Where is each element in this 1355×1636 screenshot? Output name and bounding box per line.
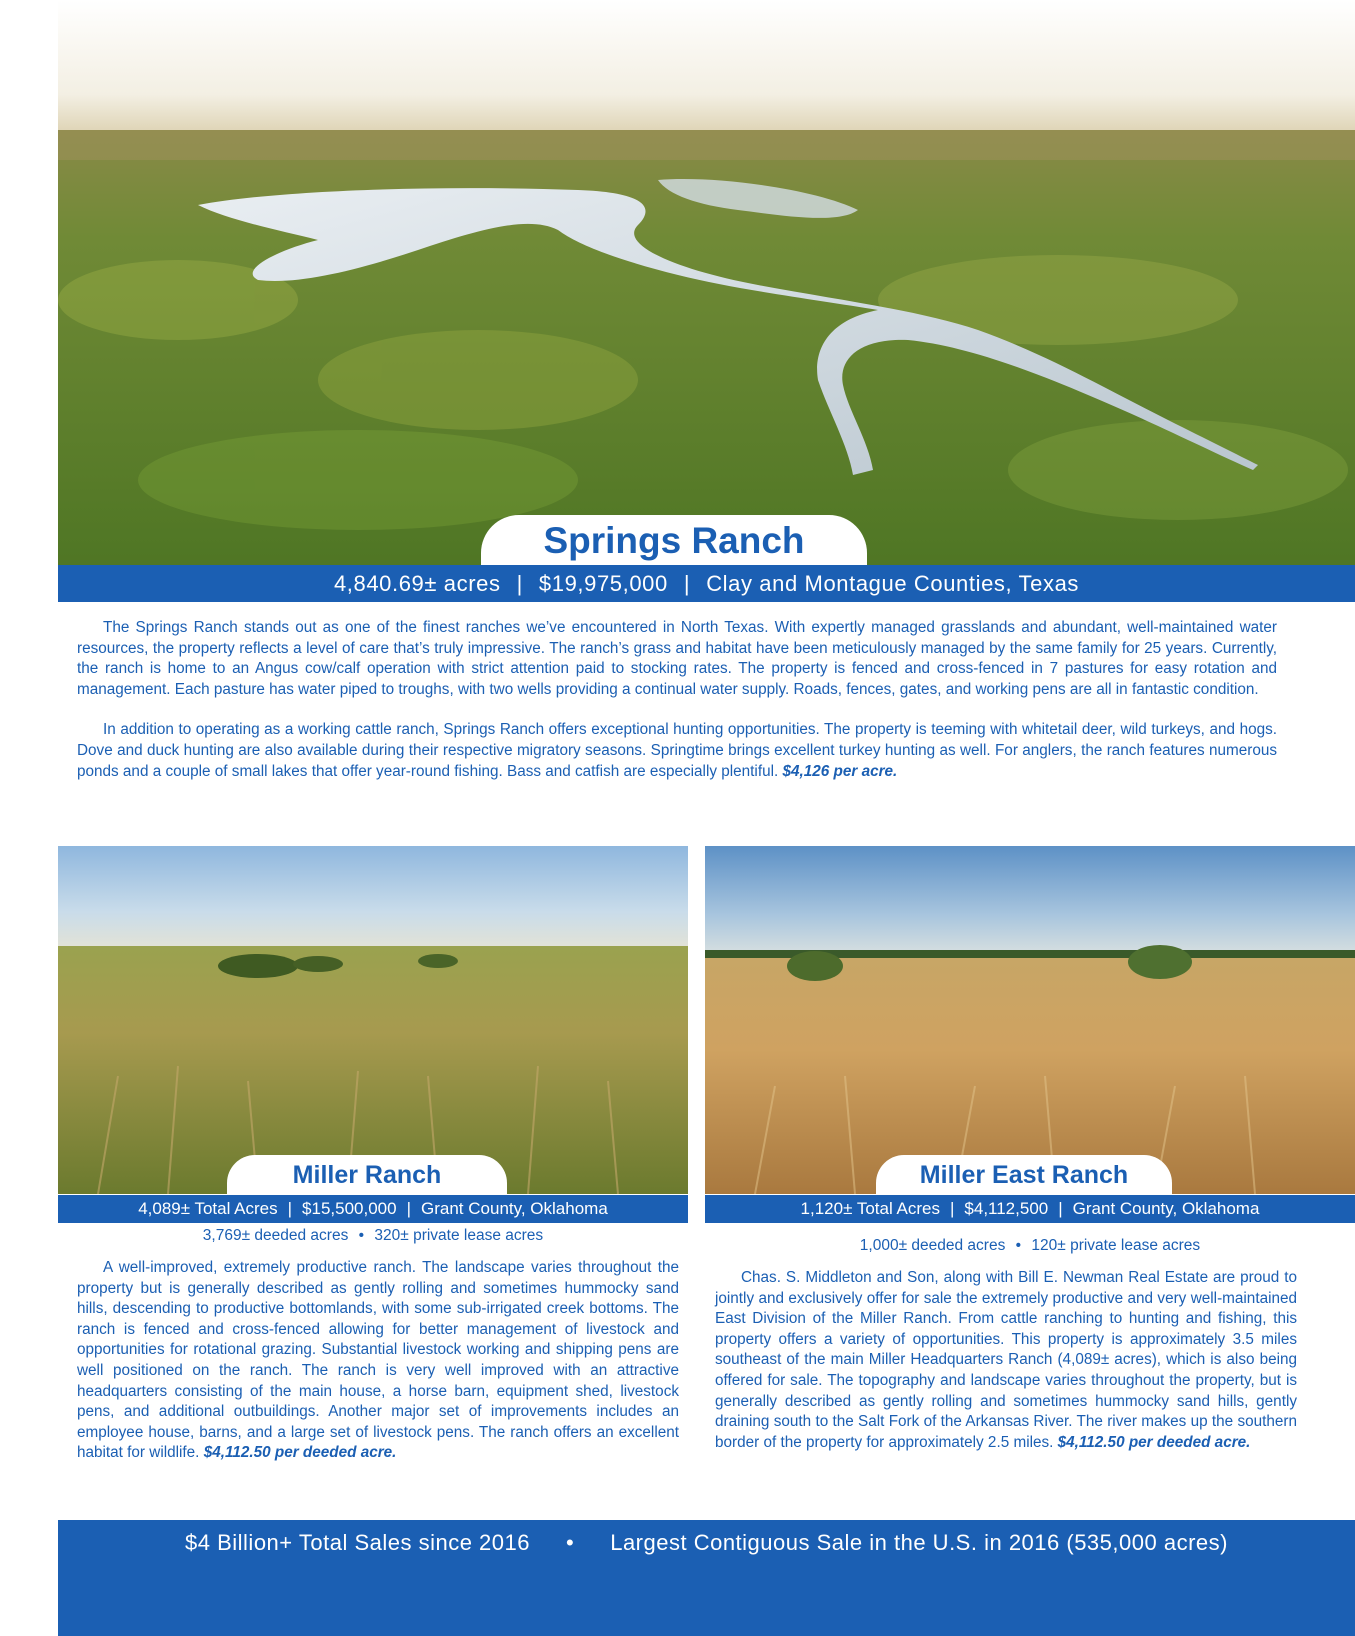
springs-ranch-paragraph-1: The Springs Ranch stands out as one of the finest ranches we’ve encountered in North Texas. With expertly managed grasslands and abundant, well-maintained water resources, the property reflects a level of care that’s truly impressive. The ranch’s grass and habitat have been meticulously managed by the same family for 25 years. Currently, the ranch is home to an Angus cow/calf operation with strict attention paid to stocking rates. The property is fenced and cross-fenced in 7 pastures for easy rotation and management. Each pasture has water piped to troughs, with two wells providing a continual water supply. Roads, fences, gates, and working pens are all in fantastic condition. (77, 619, 1277, 698)
miller-east-ranch-acreage-breakdown (705, 1237, 1355, 1255)
separator: | (406, 1199, 412, 1218)
miller-east-ranch-deeded: 1,000± deeded acres (859, 1237, 1006, 1254)
miller-east-ranch-price: $4,112,500 (964, 1199, 1049, 1218)
miller-ranch-paragraph-text: A well-improved, extremely productive ranch. The landscape varies throughout the property but is generally described as gently rolling and sometimes hummocky sand hills, descending to productive bottomlands, with some sub-irrigated creek bottoms. The ranch is fenced and cross-fenced allowing for better management of livestock and opportunities for rotational grazing. Substantial livestock working and shipping pens are well positioned on the ranch. The ranch is very well improved with an attractive headquarters consisting of the main house, a horse barn, equipment shed, livestock pens, and additional outbuildings. Another major set of improvements includes an employee house, barns, and a large set of livestock pens. The ranch offers an excellent habitat for wildlife. (77, 1259, 679, 1462)
miller-ranch-description (77, 1258, 679, 1464)
miller-east-ranch-title-tab (876, 1155, 1172, 1195)
miller-east-ranch-location: Grant County, Oklahoma (1072, 1199, 1260, 1218)
footer-largest-sale: Largest Contiguous Sale in the U.S. in 2016 (535,000 acres) (610, 1530, 1228, 1555)
springs-ranch-acres: 4,840.69± acres (333, 571, 501, 596)
separator: | (516, 571, 523, 596)
separator: | (1058, 1199, 1063, 1218)
springs-ranch-price-per-acre: $4,126 per acre. (782, 762, 898, 780)
miller-east-ranch-stats-bar (705, 1195, 1355, 1223)
miller-east-ranch-price-per-acre: $4,112.50 per deeded acre. (1057, 1433, 1251, 1451)
miller-ranch-paragraph (77, 1258, 679, 1464)
miller-ranch-title: Miller Ranch (292, 1161, 442, 1189)
bullet-separator: • (358, 1227, 365, 1244)
bullet-separator: • (1015, 1237, 1022, 1254)
springs-ranch-description (77, 618, 1277, 782)
footer-total-sales: $4 Billion+ Total Sales since 2016 (185, 1530, 530, 1555)
miller-east-ranch-title: Miller East Ranch (919, 1161, 1129, 1189)
separator: | (683, 571, 691, 596)
miller-ranch-price: $15,500,000 (302, 1199, 397, 1218)
miller-ranch-title-tab (227, 1155, 507, 1195)
miller-east-ranch-description (715, 1268, 1297, 1453)
springs-ranch-title-tab (481, 515, 867, 567)
miller-ranch-acreage-breakdown (58, 1227, 688, 1245)
bullet-separator: • (566, 1530, 575, 1555)
footer-text (58, 1530, 1355, 1556)
springs-ranch-price: $19,975,000 (538, 571, 668, 596)
springs-ranch-paragraph-2-text: In addition to operating as a working cattle ranch, Springs Ranch offers exceptional hunting opportunities. The property is teeming with whitetail deer, wild turkeys, and hogs. Dove and duck hunting are also available during their respective migratory seasons. Springtime brings excellent turkey hunting as well. For anglers, the ranch features numerous ponds and a couple of small lakes that offer year-round fishing. Bass and catfish are especially plentiful. (77, 721, 1277, 780)
springs-ranch-aerial-photo (58, 0, 1355, 565)
miller-east-ranch-lease: 120± private lease acres (1031, 1237, 1201, 1254)
miller-ranch-stats-bar (58, 1195, 688, 1223)
springs-ranch-title: Springs Ranch (543, 520, 805, 561)
miller-east-ranch-acres: 1,120± Total Acres (800, 1199, 940, 1218)
miller-ranch-location: Grant County, Oklahoma (421, 1199, 608, 1218)
miller-ranch-deeded: 3,769± deeded acres (202, 1227, 349, 1244)
miller-ranch-price-per-acre: $4,112.50 per deeded acre. (203, 1444, 397, 1462)
springs-ranch-location: Clay and Montague Counties, Texas (706, 571, 1080, 596)
springs-ranch-paragraph-2 (77, 720, 1277, 782)
miller-east-ranch-paragraph (715, 1268, 1297, 1453)
separator: | (949, 1199, 955, 1218)
miller-ranch-acres: 4,089± Total Acres (138, 1199, 278, 1218)
separator: | (287, 1199, 293, 1218)
miller-east-ranch-photo (705, 846, 1355, 1194)
miller-ranch-photo (58, 846, 688, 1194)
miller-east-ranch-paragraph-text: Chas. S. Middleton and Son, along with Bill E. Newman Real Estate are proud to jointly and exclusively offer for sale the extremely productive and very well-maintained East Division of the Miller Ranch. From cattle ranching to hunting and fishing, this property offers a variety of opportunities. This property is approximately 3.5 miles southeast of the main Miller Headquarters Ranch (4,089± acres), which is also being offered for sale. The topography and landscape varies throughout the property, but is generally described as gently rolling and sometimes hummocky sand hills, gently draining south to the Salt Fork of the Arkansas River. The river makes up the southern border of the property for approximately 2.5 miles. (715, 1269, 1297, 1451)
springs-ranch-stats-bar (58, 565, 1355, 602)
miller-ranch-lease: 320± private lease acres (374, 1227, 544, 1244)
footer-banner (58, 1520, 1355, 1636)
